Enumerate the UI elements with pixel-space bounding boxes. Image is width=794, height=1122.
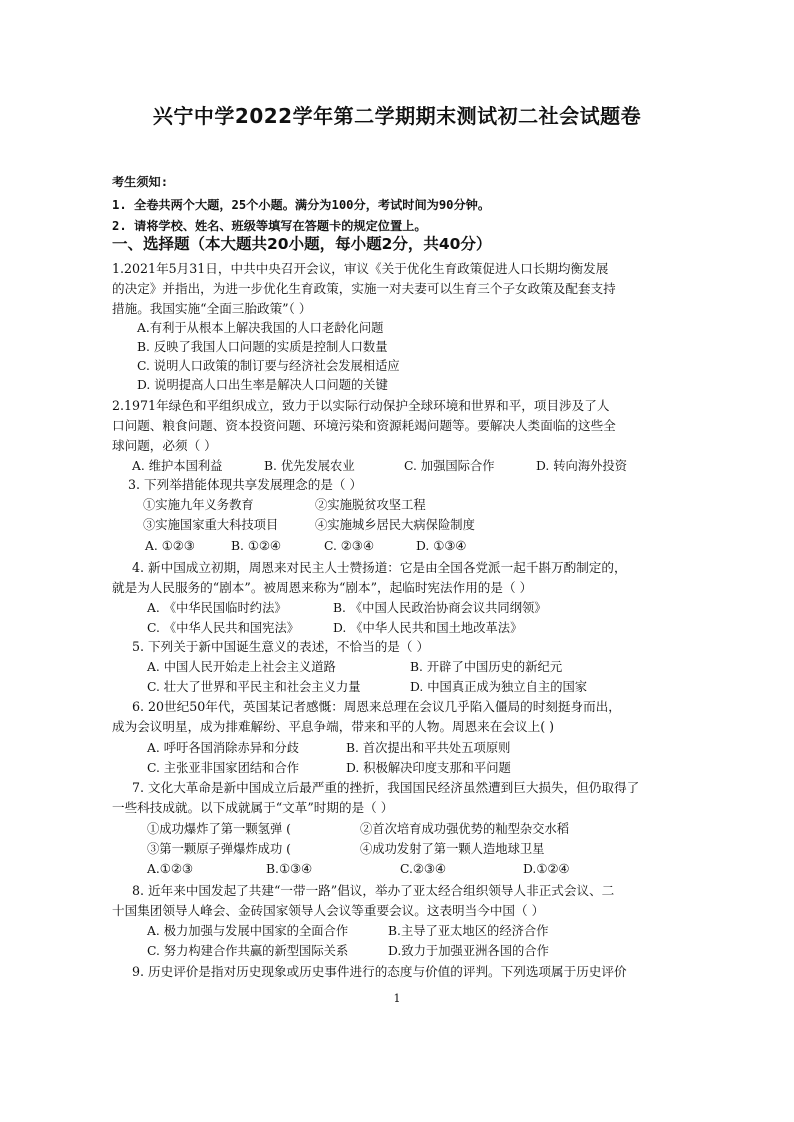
q1-line-2: 的决定》并指出，为进一步优化生育政策，实施一对夫妻可以生育三个子女政策及配套支持 <box>112 281 616 296</box>
q7-option-a: A.①②③ <box>147 862 193 876</box>
q1-option-a: A.有利于从根本上解决我国的人口老龄化问题 <box>137 321 384 335</box>
q3-option-b: B. ①②④ <box>231 539 281 553</box>
q7-option-b: B.①③④ <box>266 862 313 876</box>
q6-option-b: B. 首次提出和平共处五项原则 <box>346 741 511 755</box>
q7-item-3: ③第一颗原子弹爆炸成功 ( <box>147 842 291 856</box>
q2-option-b: B. 优先发展农业 <box>264 459 355 473</box>
q2-line-1: 2.1971年绿色和平组织成立，致力于以实际行动保护全球环境和世界和平，项目涉及了人 <box>112 398 610 413</box>
q7-line-2: 一些科技成就。以下成就属于“文革”时期的是（ ） <box>112 800 394 815</box>
q4-option-c: C. 《中华人民共和国宪法》 <box>147 621 300 635</box>
q5-option-a: A. 中国人民开始走上社会主义道路 <box>147 660 336 674</box>
q9-line-1: 9. 历史评价是指对历史现象或历史事件进行的态度与价值的评判。下列选项属于历史评价 <box>132 964 627 979</box>
q5-stem: 5. 下列关于新中国诞生意义的表述，不恰当的是（ ） <box>132 639 430 654</box>
q1-line-3: 措施。我国实施“全面三胎政策”（ ） <box>112 301 312 316</box>
q2-option-a: A. 维护本国利益 <box>132 459 223 473</box>
q7-item-4: ④成功发射了第一颗人造地球卫星 <box>360 842 545 856</box>
notice-item-1: 1. 全卷共两个大题，25个小题。满分为100分，考试时间为90分钟。 <box>112 198 491 212</box>
q7-line-1: 7. 文化大革命是新中国成立后最严重的挫折，我国国民经济虽然遭到巨大损失，但仍取得了 <box>132 780 640 795</box>
q8-line-2: 十国集团领导人峰会、金砖国家领导人会议等重要会议。这表明当今中国（ ） <box>112 903 545 918</box>
q3-option-d: D. ①③④ <box>416 539 467 553</box>
q4-option-b: B. 《中国人民政治协商会议共同纲领》 <box>333 601 547 615</box>
q1-option-c: C. 说明人口政策的制订要与经济社会发展相适应 <box>137 359 400 373</box>
section-heading: 一、选择题（本大题共20小题，每小题2分，共40分） <box>112 235 492 253</box>
q4-option-a: A. 《中华民国临时约法》 <box>147 601 287 615</box>
notice-label: 考生须知: <box>112 175 169 189</box>
q3-item-2: ②实施脱贫攻坚工程 <box>315 498 426 512</box>
q1-line-1: 1.2021年5月31日，中共中央召开会议，审议《关于优化生育政策促进人口长期均衡发展 <box>112 261 609 276</box>
q3-option-a: A. ①②③ <box>145 539 195 553</box>
q3-option-c: C. ②③④ <box>324 539 374 553</box>
q8-option-a: A. 极力加强与发展中国家的全面合作 <box>147 924 349 938</box>
q1-option-b: B. 反映了我国人口问题的实质是控制人口数量 <box>137 340 388 354</box>
q1-option-d: D. 说明提高人口出生率是解决人口问题的关键 <box>137 378 388 392</box>
q2-option-d: D. 转向海外投资 <box>536 459 628 473</box>
q5-option-c: C. 壮大了世界和平民主和社会主义力量 <box>147 680 361 694</box>
q2-line-2: 口问题、粮食问题、资本投资问题、环境污染和资源耗竭问题等。要解决人类面临的这些全 <box>112 418 616 433</box>
q7-item-1: ①成功爆炸了第一颗氢弹 ( <box>147 822 291 836</box>
q5-option-d: D. 中国真正成为独立自主的国家 <box>410 680 588 694</box>
q8-option-b: B.主导了亚太地区的经济合作 <box>388 924 549 938</box>
q3-stem: 3. 下列举措能体现共享发展理念的是（ ） <box>128 477 363 492</box>
q6-option-a: A. 呼吁各国消除赤异和分歧 <box>147 741 299 755</box>
q3-item-3: ③实施国家重大科技项目 <box>143 518 279 532</box>
q2-option-c: C. 加强国际合作 <box>404 459 495 473</box>
notice-item-2: 2. 请将学校、姓名、班级等填写在答题卡的规定位置上。 <box>112 219 427 233</box>
q7-item-2: ②首次培育成功强优势的籼型杂交水稻 <box>360 822 570 836</box>
q8-option-c: C. 努力构建合作共赢的新型国际关系 <box>147 944 349 958</box>
q2-line-3: 球问题，必须（ ） <box>112 438 217 453</box>
q4-line-1: 4. 新中国成立初期，周恩来对民主人士赞扬道：它是由全国各党派一起千斟万酌制定的， <box>132 560 627 575</box>
exam-title: 兴宁中学2022学年第二学期期末测试初二社会试题卷 <box>152 104 642 128</box>
q8-option-d: D.致力于加强亚洲各国的合作 <box>388 944 549 958</box>
q4-line-2: 就是为人民服务的“剧本”。被周恩来称为“剧本”，起临时宪法作用的是（ ） <box>112 580 533 595</box>
q4-option-d: D. 《中华人民共和国土地改革法》 <box>333 621 523 635</box>
q6-line-2: 成为会议明星，成为排难解纷、平息争端，带来和平的人物。周恩来在会议上( ) <box>112 719 555 734</box>
q6-line-1: 6. 20世纪50年代，英国某记者感慨：周恩来总理在会议几乎陷入僵局的时刻挺身而出， <box>132 699 621 714</box>
q7-option-d: D.①②④ <box>523 862 570 876</box>
q5-option-b: B. 开辟了中国历史的新纪元 <box>410 660 563 674</box>
q6-option-c: C. 主张亚非国家团结和合作 <box>147 761 300 775</box>
q7-option-c: C.②③④ <box>400 862 446 876</box>
q3-item-1: ①实施九年义务教育 <box>143 498 254 512</box>
q8-line-1: 8. 近年来中国发起了共建“一带一路”倡议，举办了亚太经合组织领导人非正式会议、二 <box>132 883 615 898</box>
page-number: 1 <box>393 992 401 1005</box>
q3-item-4: ④实施城乡居民大病保险制度 <box>315 518 475 532</box>
q6-option-d: D. 积极解决印度支那和平问题 <box>346 761 511 775</box>
